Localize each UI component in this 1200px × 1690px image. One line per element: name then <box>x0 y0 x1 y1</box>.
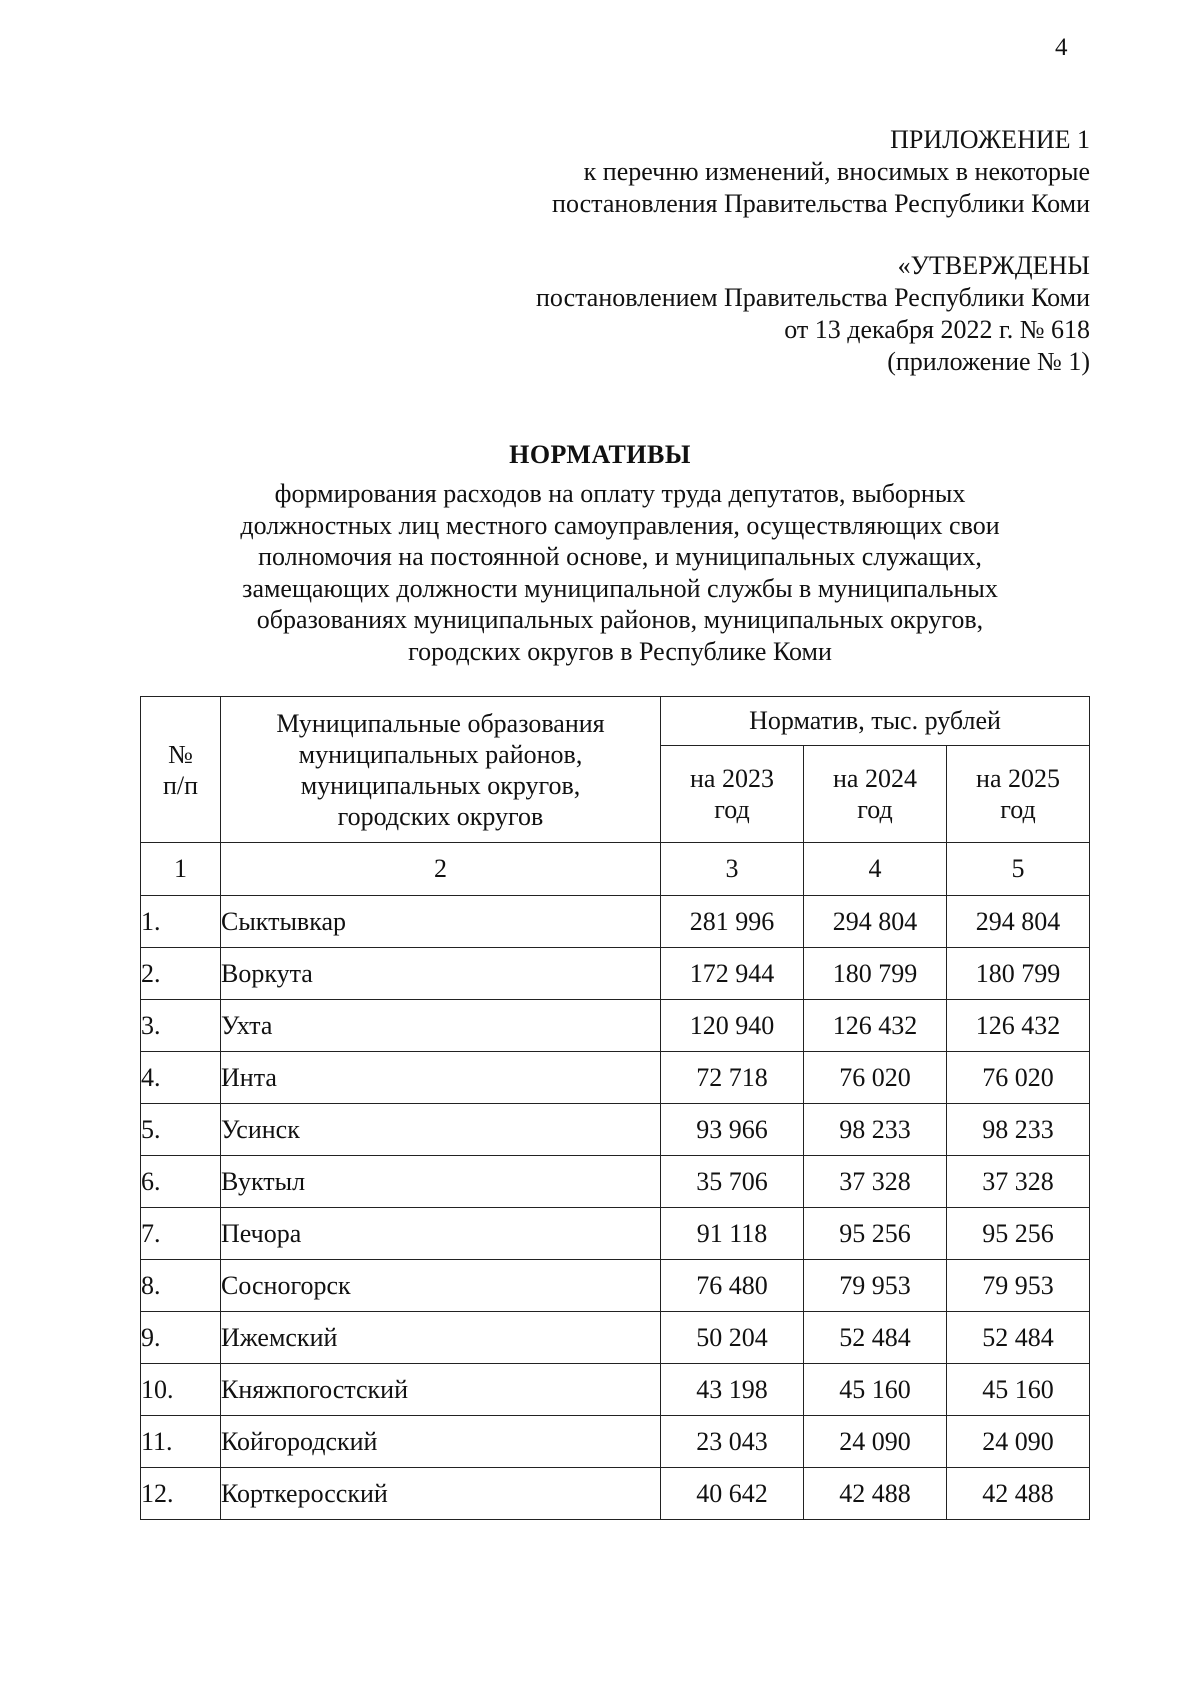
appendix-line: ПРИЛОЖЕНИЕ 1 <box>890 125 1090 154</box>
norm-2024: 52 484 <box>804 1312 947 1364</box>
norm-2024: 24 090 <box>804 1416 947 1468</box>
municipality-name: Сыктывкар <box>221 896 661 948</box>
municipality-name: Воркута <box>221 948 661 1000</box>
norm-2025: 76 020 <box>947 1052 1090 1104</box>
header-municipality <box>221 697 661 843</box>
norm-2024: 180 799 <box>804 948 947 1000</box>
table-row <box>141 1312 1090 1364</box>
table-row <box>141 1260 1090 1312</box>
appendix-line: постановления Правительства Республики Коми <box>552 189 1090 218</box>
norm-2025: 180 799 <box>947 948 1090 1000</box>
norm-2023: 93 966 <box>661 1104 804 1156</box>
municipality-name: Корткеросский <box>221 1468 661 1520</box>
norm-2023: 40 642 <box>661 1468 804 1520</box>
norm-2024: 79 953 <box>804 1260 947 1312</box>
municipality-name: Инта <box>221 1052 661 1104</box>
norm-2025: 37 328 <box>947 1156 1090 1208</box>
header-municipality-line: Муниципальные образования <box>276 708 605 738</box>
column-index: 1 <box>141 843 221 896</box>
row-number: 2. <box>141 948 221 1000</box>
norm-2023: 76 480 <box>661 1260 804 1312</box>
row-number: 1. <box>141 896 221 948</box>
norms-table <box>140 696 1090 1520</box>
norm-2024: 126 432 <box>804 1000 947 1052</box>
norm-2023: 35 706 <box>661 1156 804 1208</box>
norm-2023: 172 944 <box>661 948 804 1000</box>
norm-2024: 45 160 <box>804 1364 947 1416</box>
row-number: 5. <box>141 1104 221 1156</box>
subtitle-line: полномочия на постоянной основе, и муниципальных служащих, <box>258 542 982 571</box>
table-row <box>141 1052 1090 1104</box>
table-row <box>141 1416 1090 1468</box>
row-number: 6. <box>141 1156 221 1208</box>
row-number: 7. <box>141 1208 221 1260</box>
column-index: 5 <box>947 843 1090 896</box>
approval-line: (приложение № 1) <box>887 347 1090 376</box>
approval-line: постановлением Правительства Республики Коми <box>536 283 1090 312</box>
column-index: 2 <box>221 843 661 896</box>
municipality-name: Койгородский <box>221 1416 661 1468</box>
header-norm-group: Норматив, тыс. рублей <box>661 697 1090 746</box>
appendix-line: к перечню изменений, вносимых в некоторые <box>583 157 1090 186</box>
header-year-line: год <box>857 795 893 824</box>
approval-stamp-text <box>536 250 1090 378</box>
municipality-name: Ухта <box>221 1000 661 1052</box>
subtitle-line: замещающих должности муниципальной службы в муниципальных <box>242 573 998 603</box>
table-row <box>141 1104 1090 1156</box>
norm-2025: 42 488 <box>947 1468 1090 1520</box>
subtitle-line: должностных лиц местного самоуправления, осуществляющих свои <box>240 510 1000 540</box>
norm-2023: 50 204 <box>661 1312 804 1364</box>
appendix-heading <box>552 124 1090 220</box>
approval-line: «УТВЕРЖДЕНЫ <box>897 251 1090 280</box>
norm-2025: 95 256 <box>947 1208 1090 1260</box>
row-number: 10. <box>141 1364 221 1416</box>
table-row <box>141 1468 1090 1520</box>
row-number: 8. <box>141 1260 221 1312</box>
municipality-name: Сосногорск <box>221 1260 661 1312</box>
row-number: 11. <box>141 1416 221 1468</box>
header-year-2023 <box>661 746 804 843</box>
norm-2024: 42 488 <box>804 1468 947 1520</box>
header-municipality-line: городских округов <box>337 801 544 831</box>
norm-2024: 37 328 <box>804 1156 947 1208</box>
norm-2023: 23 043 <box>661 1416 804 1468</box>
column-index: 4 <box>804 843 947 896</box>
norm-2025: 294 804 <box>947 896 1090 948</box>
table-row <box>141 1208 1090 1260</box>
column-index-row <box>141 843 1090 896</box>
municipality-name: Усинск <box>221 1104 661 1156</box>
subtitle-line: городских округов в Республике Коми <box>408 636 832 666</box>
norm-2025: 98 233 <box>947 1104 1090 1156</box>
table-row <box>141 1364 1090 1416</box>
subtitle-line: образованиях муниципальных районов, муниципальных округов, <box>256 605 984 634</box>
row-number: 9. <box>141 1312 221 1364</box>
subtitle-line: формирования расходов на оплату труда депутатов, выборных <box>274 479 966 508</box>
norm-2023: 91 118 <box>661 1208 804 1260</box>
document-subtitle <box>180 478 1060 667</box>
page-number: 4 <box>1055 34 1068 61</box>
row-number: 3. <box>141 1000 221 1052</box>
document-title: НОРМАТИВЫ <box>509 440 691 469</box>
norm-2023: 281 996 <box>661 896 804 948</box>
norm-2023: 43 198 <box>661 1364 804 1416</box>
approval-line: от 13 декабря 2022 г. № 618 <box>784 315 1090 344</box>
norm-2025: 45 160 <box>947 1364 1090 1416</box>
column-index: 3 <box>661 843 804 896</box>
header-year-line: на 2025 <box>976 764 1060 793</box>
header-year-line: год <box>714 795 750 824</box>
municipality-name: Вуктыл <box>221 1156 661 1208</box>
header-number <box>141 697 221 843</box>
header-municipality-line: муниципальных округов, <box>300 770 581 800</box>
table-row <box>141 896 1090 948</box>
table-row <box>141 1156 1090 1208</box>
header-municipality-line: муниципальных районов, <box>298 739 583 769</box>
norm-2025: 24 090 <box>947 1416 1090 1468</box>
table-row <box>141 1000 1090 1052</box>
municipality-name: Княжпогостский <box>221 1364 661 1416</box>
norm-2025: 79 953 <box>947 1260 1090 1312</box>
header-year-line: на 2023 <box>690 764 774 793</box>
header-year-2025 <box>947 746 1090 843</box>
header-number-line: № <box>168 739 193 769</box>
norm-2025: 52 484 <box>947 1312 1090 1364</box>
municipality-name: Печора <box>221 1208 661 1260</box>
norm-2024: 98 233 <box>804 1104 947 1156</box>
header-year-line: год <box>1000 795 1036 824</box>
row-number: 12. <box>141 1468 221 1520</box>
municipality-name: Ижемский <box>221 1312 661 1364</box>
norm-2025: 126 432 <box>947 1000 1090 1052</box>
norm-2024: 76 020 <box>804 1052 947 1104</box>
norm-2024: 294 804 <box>804 896 947 948</box>
norm-2023: 120 940 <box>661 1000 804 1052</box>
header-year-line: на 2024 <box>833 764 917 793</box>
norm-2023: 72 718 <box>661 1052 804 1104</box>
row-number: 4. <box>141 1052 221 1104</box>
header-number-line: п/п <box>162 770 199 800</box>
header-year-2024 <box>804 746 947 843</box>
norm-2024: 95 256 <box>804 1208 947 1260</box>
table-row <box>141 948 1090 1000</box>
